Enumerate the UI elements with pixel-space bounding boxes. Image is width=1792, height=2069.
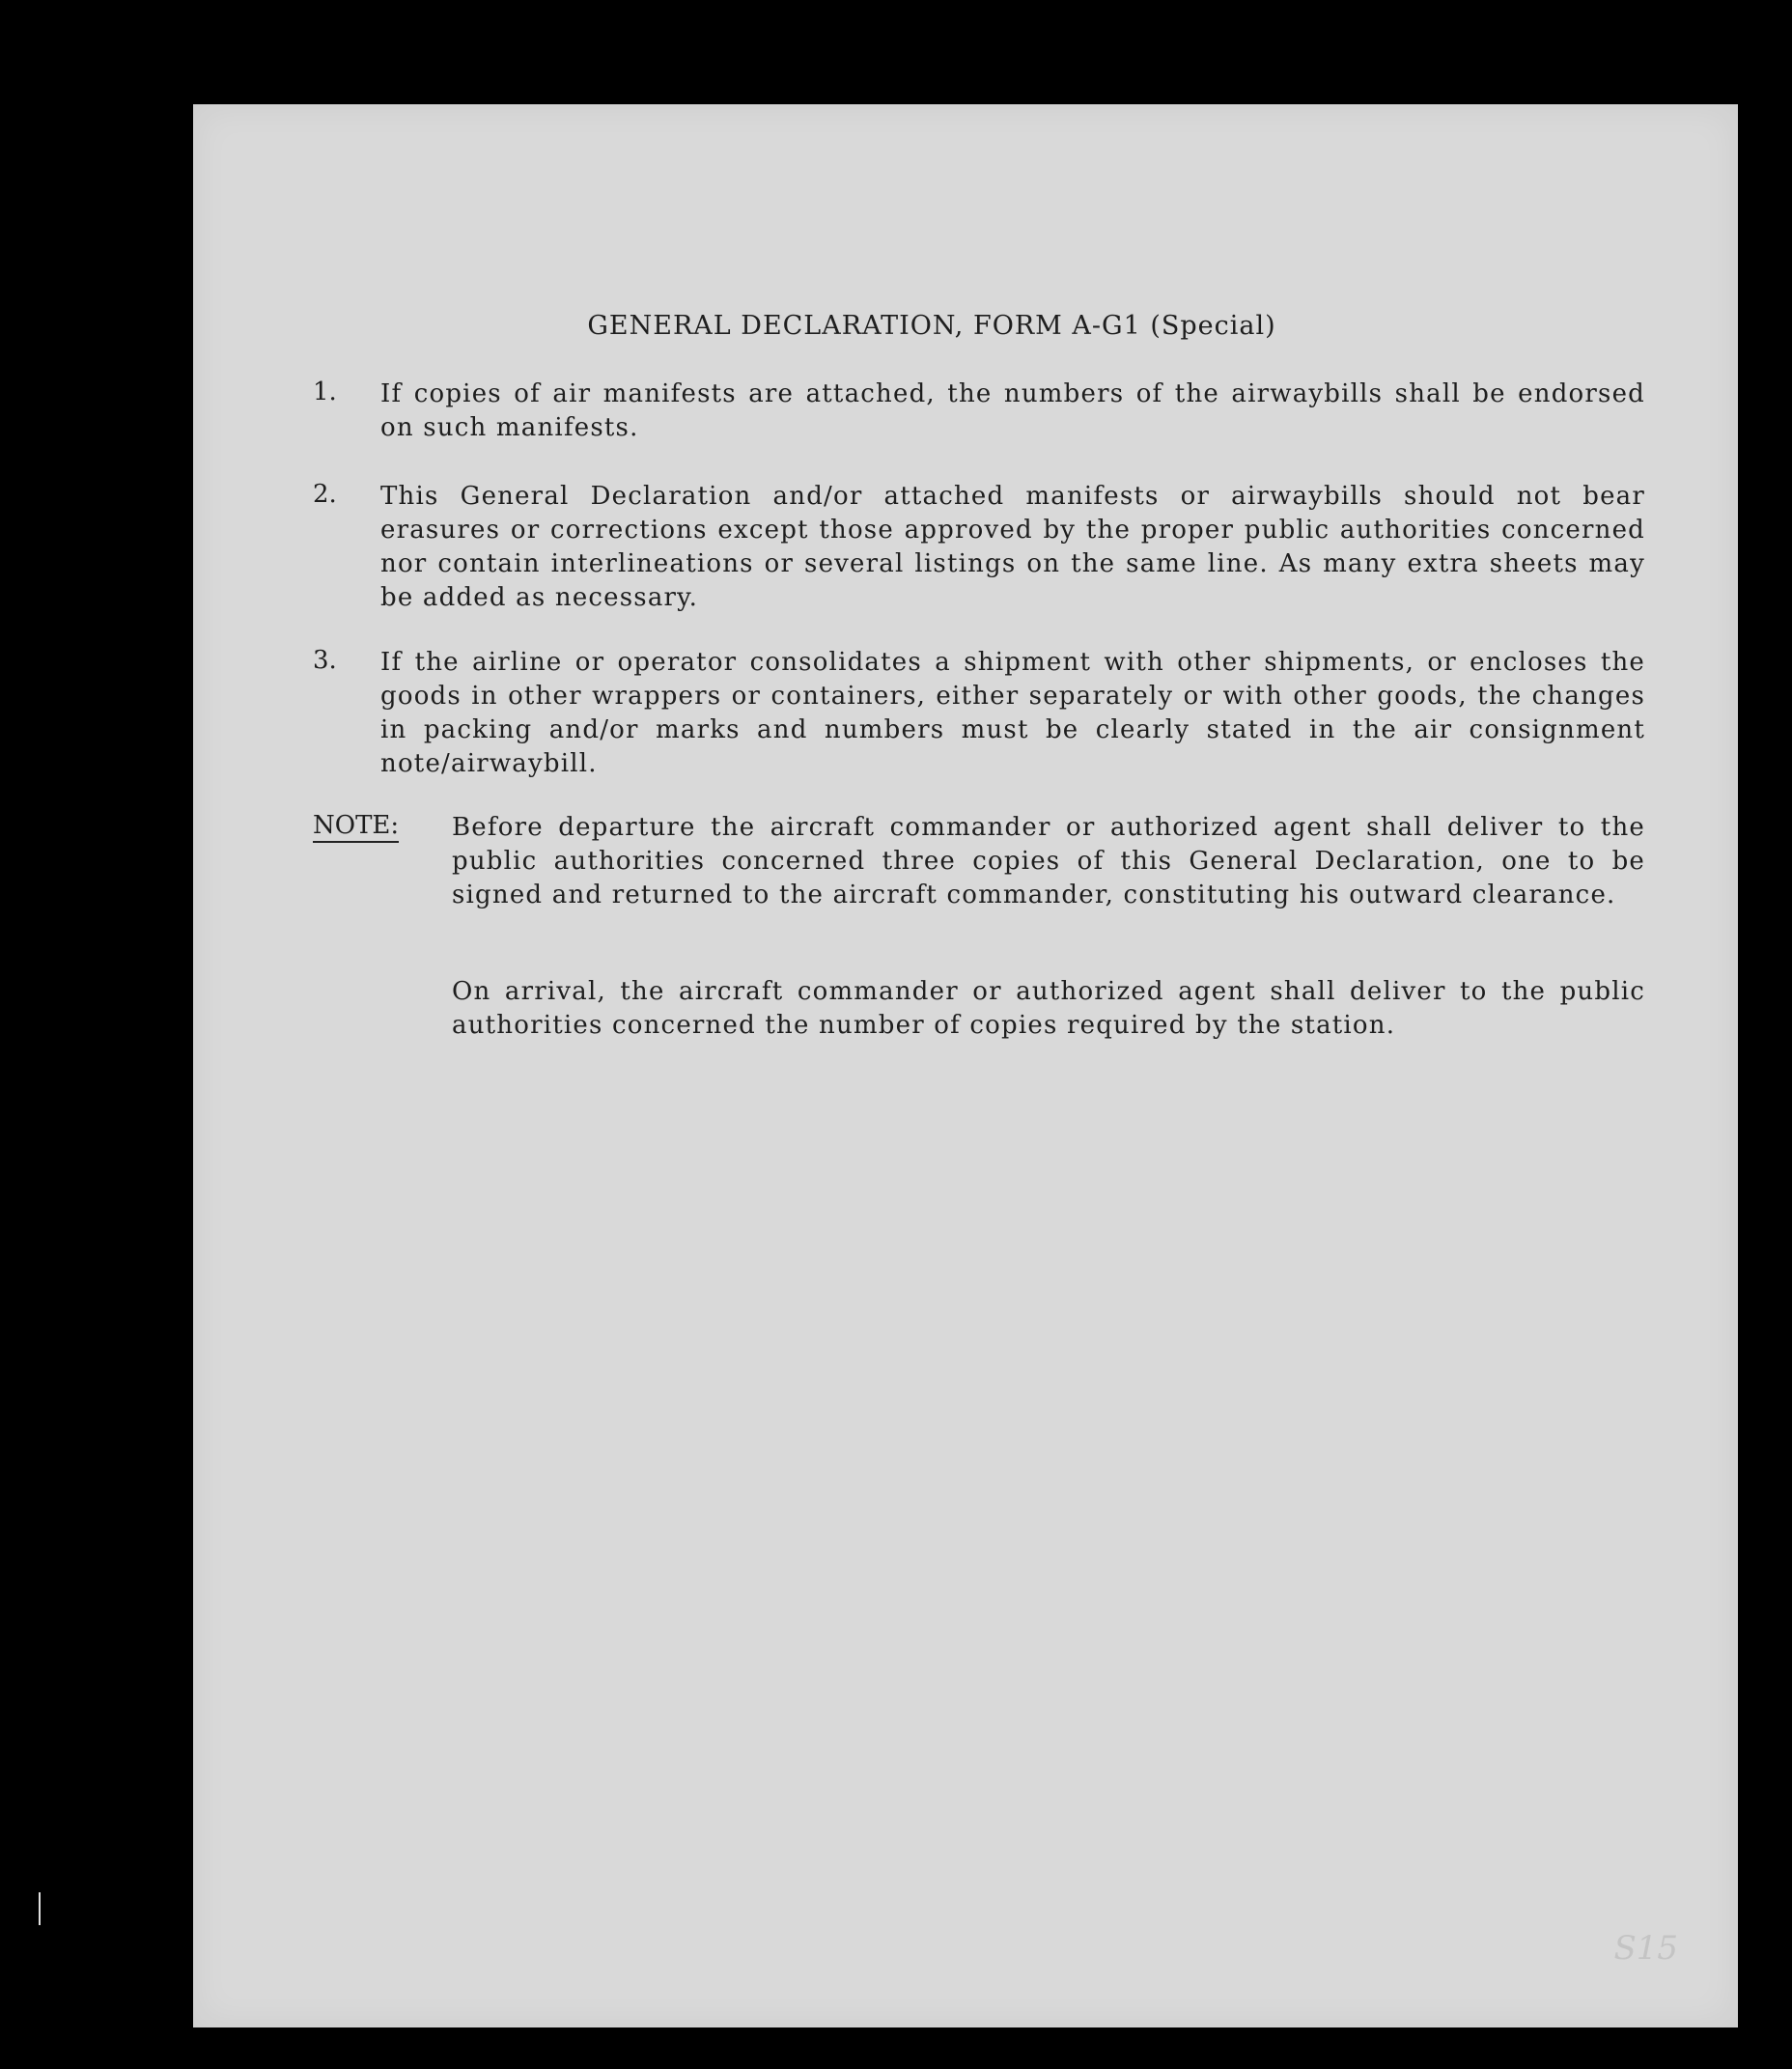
page-mark: S15	[1613, 1929, 1678, 1968]
note-paragraph-1: Before departure the aircraft commander or authorized agent shall deliver to the public authorities concerned three copies of this General Declaration, one to be signed and returned to the aircraft commander, constituting his outward clearance.	[452, 813, 1645, 909]
item-text: This General Declaration and/or attached manifests or airwaybills should not bear erasures or corrections except those approved by the proper public authorities concerned nor contain interlineations or several listings on the same line. As many extra sheets may be added as necessary.	[380, 482, 1645, 612]
document-title: GENERAL DECLARATION, FORM A-G1 (Special)	[587, 311, 1276, 341]
scan-artifact	[39, 1892, 41, 1925]
item-number: 1.	[313, 377, 337, 406]
document-page	[193, 104, 1738, 2027]
note-label: NOTE:	[313, 811, 399, 843]
item-text: If copies of air manifests are attached, the numbers of the airwaybills shall be endorsed on such manifests.	[380, 379, 1645, 442]
note-paragraph-2: On arrival, the aircraft commander or authorized agent shall deliver to the public authorities concerned the number of copies required by the station.	[452, 977, 1645, 1040]
item-number: 3.	[313, 646, 337, 675]
item-number: 2.	[313, 480, 337, 509]
item-text: If the airline or operator consolidates a shipment with other shipments, or encloses the goods in other wrappers or containers, either separately or with other goods, the changes in packing and/or marks and numbers must be clearly stated in the air consignment note/airwaybill.	[380, 648, 1645, 778]
